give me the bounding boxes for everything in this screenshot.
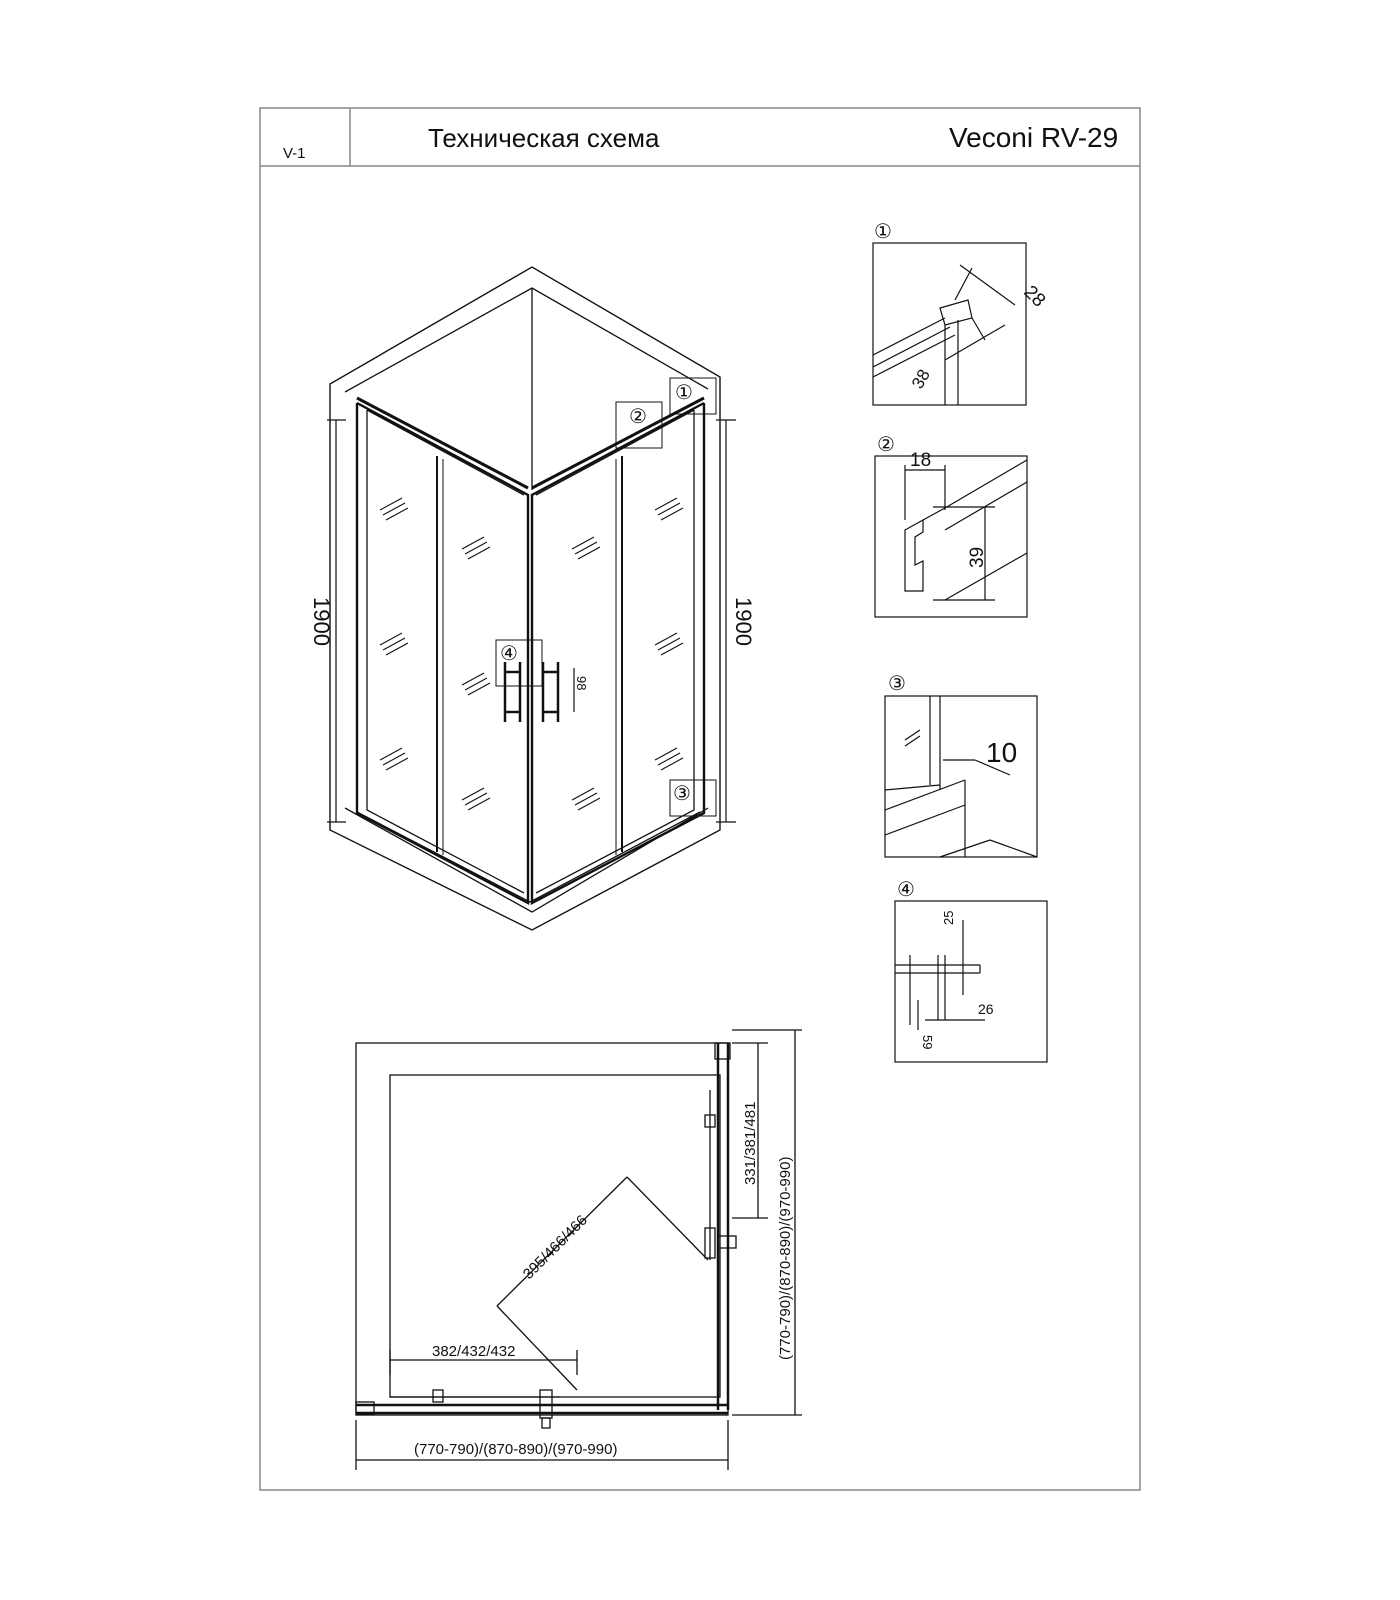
detail-2 (875, 456, 1027, 617)
detail-4-dim-c: 59 (920, 1035, 935, 1050)
detail-1 (873, 243, 1026, 405)
model-name: Veconi RV-29 (949, 122, 1119, 153)
detail-3-dim-a: 10 (986, 737, 1018, 768)
height-dimension-right: 1900 (731, 597, 756, 646)
plan-diagonal-entry: 395/466/466 (519, 1211, 591, 1283)
detail-1-marker: ① (874, 221, 892, 243)
title-block (260, 108, 1140, 1490)
height-dimension-left: 1900 (309, 597, 334, 646)
version-label: V-1 (283, 145, 306, 162)
plan-view (356, 1030, 802, 1470)
detail-2-marker: ② (877, 434, 895, 456)
perspective-view (327, 267, 736, 930)
detail-4-dim-b: 26 (978, 1001, 994, 1017)
plan-depth-dimension: (770-790)/(870-890)/(970-990) (777, 1156, 794, 1360)
detail-2-dim-a: 18 (910, 450, 932, 471)
callout-2-marker: ② (629, 406, 647, 428)
plan-front-opening: 382/432/432 (432, 1343, 516, 1360)
handle-dimension: 98 (574, 676, 589, 691)
callout-3-marker: ③ (673, 783, 691, 805)
detail-4 (895, 901, 1047, 1062)
detail-4-marker: ④ (897, 879, 915, 901)
plan-width-dimension: (770-790)/(870-890)/(970-990) (414, 1441, 618, 1458)
detail-1-dim-a: 28 (1019, 281, 1050, 312)
detail-2-dim-b: 39 (967, 546, 988, 568)
detail-1-dim-b: 38 (908, 366, 934, 392)
plan-side-opening: 331/381/481 (742, 1101, 759, 1185)
detail-4-dim-a: 25 (941, 910, 956, 925)
callout-1-marker: ① (675, 382, 693, 404)
detail-3-marker: ③ (888, 673, 906, 695)
sheet-title: Техническая схема (428, 123, 660, 153)
callout-4-marker: ④ (500, 643, 518, 665)
detail-3 (885, 696, 1037, 857)
